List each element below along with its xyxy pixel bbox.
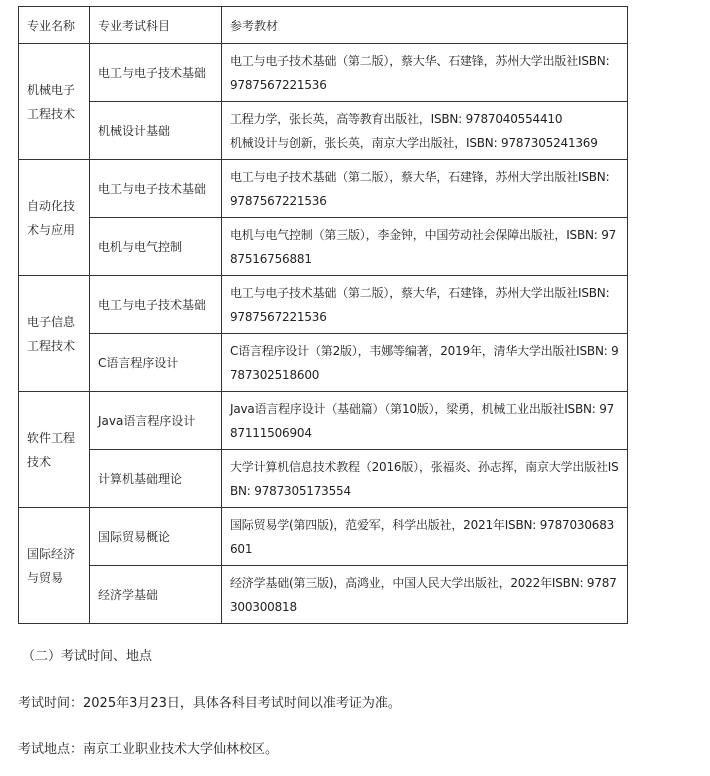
header-subject: 专业考试科目 xyxy=(90,7,222,44)
subject-name: 电工与电子技术基础 xyxy=(90,160,222,218)
major-name: 国际经济与贸易 xyxy=(19,508,90,624)
table-row xyxy=(19,102,628,160)
exam-time-value: 2025年3月23日，具体各科目考试时间以准考证为准。 xyxy=(83,696,401,711)
textbook-info: 电机与电气控制（第三版），李金钟，中国劳动社会保障出版社，ISBN: 9787516756881 xyxy=(222,218,628,276)
exam-subjects-table xyxy=(18,6,628,624)
textbook-info: 电工与电子技术基础（第二版），蔡大华，石建锋，苏州大学出版社ISBN: 9787567221536 xyxy=(222,160,628,218)
table-row xyxy=(19,334,628,392)
table-row xyxy=(19,44,628,102)
exam-location-value: 南京工业职业技术大学仙林校区。 xyxy=(83,742,279,757)
subject-name: 电工与电子技术基础 xyxy=(90,276,222,334)
major-name: 软件工程技术 xyxy=(19,392,90,508)
textbook-line: 工程力学，张长英，高等教育出版社，ISBN: 9787040554410 xyxy=(230,111,563,126)
subject-name: 国际贸易概论 xyxy=(90,508,222,566)
subject-name: 经济学基础 xyxy=(90,566,222,624)
table-row xyxy=(19,450,628,508)
exam-location xyxy=(18,738,278,757)
textbook-info: 电工与电子技术基础（第二版），蔡大华、石建锋，苏州大学出版社ISBN: 9787567221536 xyxy=(222,44,628,102)
header-textbook: 参考教材 xyxy=(222,7,628,44)
textbook-info xyxy=(222,102,628,160)
table-row xyxy=(19,508,628,566)
table-row xyxy=(19,566,628,624)
textbook-info: C语言程序设计（第2版），韦娜等编著，2019年，清华大学出版社ISBN: 9787302518600 xyxy=(222,334,628,392)
header-major: 专业名称 xyxy=(19,7,90,44)
textbook-info: 国际贸易学(第四版)，范爱军，科学出版社，2021年ISBN: 9787030683601 xyxy=(222,508,628,566)
subject-name: 电工与电子技术基础 xyxy=(90,44,222,102)
section-heading: （二）考试时间、地点 xyxy=(22,649,153,664)
subject-name: 机械设计基础 xyxy=(90,102,222,160)
major-name: 自动化技术与应用 xyxy=(19,160,90,276)
table-header-row xyxy=(19,7,628,44)
subject-name: 计算机基础理论 xyxy=(90,450,222,508)
table-row xyxy=(19,160,628,218)
table-row xyxy=(19,218,628,276)
subject-name: Java语言程序设计 xyxy=(90,392,222,450)
textbook-info: 电工与电子技术基础（第二版），蔡大华，石建锋，苏州大学出版社ISBN: 9787567221536 xyxy=(222,276,628,334)
textbook-info: Java语言程序设计（基础篇）（第10版），梁勇，机械工业出版社ISBN: 9787111506904 xyxy=(222,392,628,450)
exam-time xyxy=(18,692,401,711)
textbook-line: 机械设计与创新，张长英，南京大学出版社，ISBN: 9787305241369 xyxy=(230,135,598,150)
major-name: 电子信息工程技术 xyxy=(19,276,90,392)
table-row xyxy=(19,276,628,334)
subject-name: 电机与电气控制 xyxy=(90,218,222,276)
exam-location-label: 考试地点： xyxy=(18,742,84,757)
subject-name: C语言程序设计 xyxy=(90,334,222,392)
textbook-info: 大学计算机信息技术教程（2016版），张福炎、孙志挥，南京大学出版社ISBN: 9787305173554 xyxy=(222,450,628,508)
major-name: 机械电子工程技术 xyxy=(19,44,90,160)
textbook-info: 经济学基础(第三版)，高鸿业，中国人民大学出版社，2022年ISBN: 9787300300818 xyxy=(222,566,628,624)
exam-time-label: 考试时间： xyxy=(18,696,84,711)
table-row xyxy=(19,392,628,450)
